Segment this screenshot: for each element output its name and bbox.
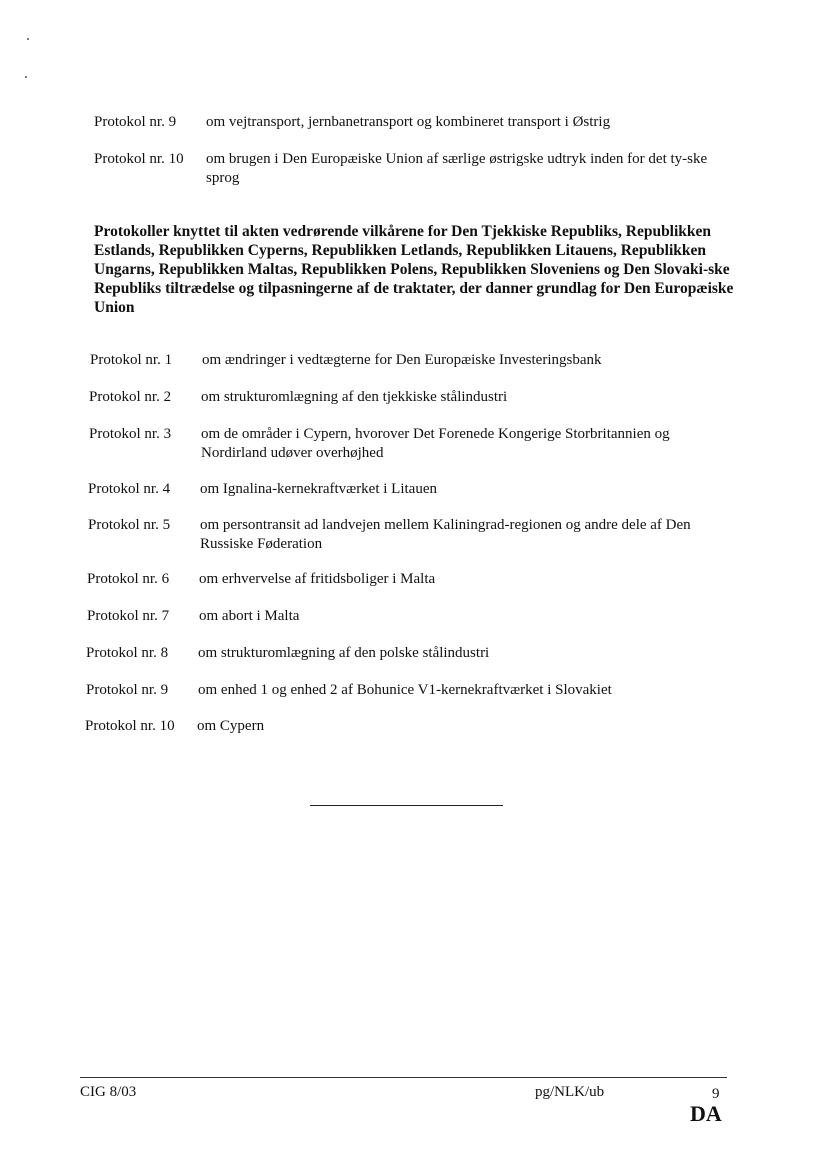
protocol-label: Protokol nr. 6 [87,571,170,587]
list-item [88,516,735,554]
protocol-label: Protokol nr. 2 [89,389,172,405]
section-divider [310,805,503,806]
language-code: DA [690,1101,722,1126]
section-heading: Protokoller knyttet til akten vedrørende vilkårene for Den Tjekkiske Republiks, Republikken Estlands, Republikken Cyperns, Republikken Letlands, Republikken Litauens, Republikken Ungarns, Republikken Maltas, Republikken Polens, Republikken Sloveniens og Den Slovaki-ske Republiks tiltrædelse og tilpasningerne af de traktater, der danner grundlag for Den Europæiske Union [94,223,734,316]
footer-divider [80,1077,727,1078]
protocol-label: Protokol nr. 10 [85,718,175,734]
footer-doc-ref: CIG 8/03 [80,1084,137,1100]
list-item [87,607,719,626]
protocol-label: Protokol nr. 7 [87,608,170,624]
protocol-label: Protokol nr. 9 [86,682,169,698]
list-item [85,717,717,736]
protocol-label: Protokol nr. 9 [94,114,177,130]
scan-speck [25,76,27,78]
scan-speck [27,38,29,40]
protocol-label: Protokol nr. 5 [88,517,171,533]
protocol-text: om Ignalina-kernekraftværket i Litauen [200,481,437,497]
protocol-text: om strukturomlægning af den polske stålindustri [198,645,490,661]
protocol-label: Protokol nr. 1 [90,352,173,368]
protocol-text: om ændringer i vedtægterne for Den Europæiske Investeringsbank [202,352,602,368]
protocol-label: Protokol nr. 3 [89,426,172,442]
protocol-text: om de områder i Cypern, hvorover Det Forenede Kongerige Storbritannien og Nordirland udøver overhøjhed [201,426,670,461]
list-item [86,681,718,700]
protocol-text: om abort i Malta [199,608,300,624]
protocol-text: om Cypern [197,718,265,734]
footer-initials: pg/NLK/ub [535,1084,605,1100]
protocol-label: Protokol nr. 4 [88,481,171,497]
list-item [94,150,711,188]
protocol-label: Protokol nr. 8 [86,645,169,661]
list-item [87,570,719,589]
list-item [94,113,726,132]
list-item [88,480,720,499]
list-item [89,425,716,463]
page-number: 9 [712,1086,720,1102]
protocol-text: om brugen i Den Europæiske Union af særlige østrigske udtryk inden for det ty-ske sprog [206,151,708,186]
protocol-label: Protokol nr. 10 [94,151,184,167]
list-item [86,644,718,663]
protocol-text: om erhvervelse af fritidsboliger i Malta [199,571,436,587]
list-item [89,388,721,407]
protocol-text: om strukturomlægning af den tjekkiske stålindustri [201,389,508,405]
list-item [90,351,722,370]
protocol-text: om vejtransport, jernbanetransport og kombineret transport i Østrig [206,114,611,130]
protocol-text: om persontransit ad landvejen mellem Kaliningrad-regionen og andre dele af Den Russiske Føderation [200,517,691,552]
protocol-text: om enhed 1 og enhed 2 af Bohunice V1-kernekraftværket i Slovakiet [198,682,612,698]
